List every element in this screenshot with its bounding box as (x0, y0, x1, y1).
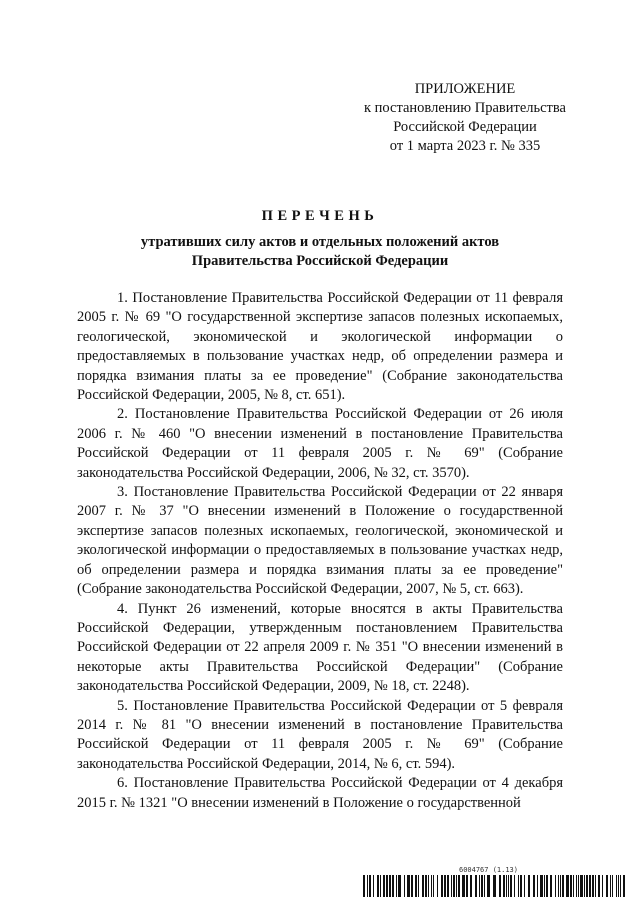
appendix-heading: ПРИЛОЖЕНИЕ (414, 81, 516, 97)
appendix-date-number: от 1 марта 2023 г. № 335 (389, 138, 541, 154)
list-item: 2. Постановление Правительства Российской Федерации от 26 июля 2006 г. № 460 "О внесении изменений в постановление Правительства Российской Федерации от 11 февраля 2005 г. № 69" (Собрание законодательства Российской Федерации, 2006, № 32, ст. 3570). (77, 406, 563, 481)
list-item: 4. Пункт 26 изменений, которые вносятся в акты Правительства Российской Федерации, утвержденным постановлением Правительства Российской Федерации от 22 апреля 2009 г. № 351 "О внесении изменений в некоторые акты Правительства Российской Федерации" (Собрание законодательства Российской Федерации, 2009, № 18, ст. 2248). (77, 600, 563, 695)
appendix-reference: к постановлению Правительства (364, 100, 566, 116)
barcode-image (363, 875, 628, 897)
list-item: 3. Постановление Правительства Российской Федерации от 22 января 2007 г. № 37 "О внесении изменений в Положение о государственной экспертизе запасов полезных ископаемых, геологической, экономической и экологической информации о предоставляемых в пользование участках недр, об определении размера и порядка взимания платы за ее проведение" (Собрание законодательства Российской Федерации, 2007, № 5, ст. 663). (77, 484, 563, 598)
list-item: 6. Постановление Правительства Российской Федерации от 4 декабря 2015 г. № 1321 "О внесении изменений в Положение о государственной (77, 775, 563, 811)
list-body (77, 289, 563, 813)
barcode-block (363, 866, 628, 897)
list-item: 1. Постановление Правительства Российской Федерации от 11 февраля 2005 г. № 69 "О государственной экспертизе запасов полезных ископаемых, геологической, экономической и экологической информации о предоставляемых в пользование участках недр, об определении размера и порядка взимания платы за ее проведение" (Собрание законодательства Российской Федерации, 2005, № 8, ст. 651). (77, 290, 563, 404)
document-title: ПЕРЕЧЕНЬ (261, 208, 379, 224)
appendix-block (340, 80, 590, 156)
document-subtitle (0, 233, 640, 271)
subtitle-line-1: утративших силу актов и отдельных положений актов (140, 234, 500, 250)
subtitle-line-2: Правительства Российской Федерации (191, 253, 449, 269)
list-item: 5. Постановление Правительства Российской Федерации от 5 февраля 2014 г. № 81 "О внесении изменений в постановление Правительства Российской Федерации от 11 февраля 2005 г. № 69" (Собрание законодательства Российской Федерации, 2014, № 6, ст. 594). (77, 697, 563, 772)
barcode-label: 6004767 (1.13) (458, 866, 518, 874)
appendix-authority: Российской Федерации (393, 119, 537, 135)
